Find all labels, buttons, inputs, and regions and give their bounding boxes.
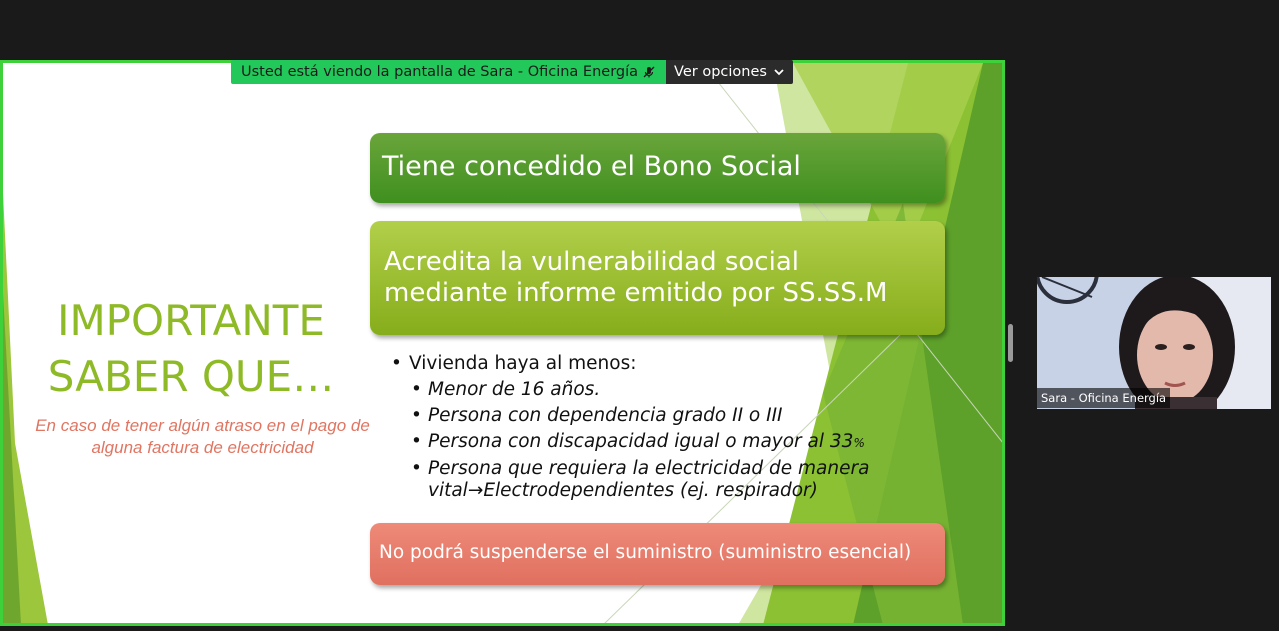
sub-bullet-item: • Menor de 16 años.	[391, 377, 951, 403]
shared-screen	[0, 60, 1005, 626]
sub-bullet-item: • Persona con dependencia grado II o III	[391, 403, 951, 429]
slide-heading-line2: SABER QUE…	[47, 352, 335, 401]
view-options-label: Ver opciones	[674, 64, 767, 80]
bono-social-text: Tiene concedido el Bono Social	[382, 151, 801, 182]
slide-heading	[41, 293, 341, 405]
household-bullet-list	[391, 351, 951, 502]
sub-bullet-item	[391, 429, 951, 456]
chevron-down-icon	[773, 66, 785, 78]
slide-heading-line1: IMPORTANTE	[57, 296, 325, 345]
bono-social-box	[370, 133, 945, 203]
sharing-indicator	[231, 60, 666, 84]
supply-text: No podrá suspenderse el suministro (suministro esencial)	[379, 542, 912, 563]
vulnerability-text: Acredita la vulnerabilidad social mediante informe emitido por SS.SS.M	[384, 247, 888, 308]
percent-sign: %	[853, 436, 865, 450]
supply-box	[370, 523, 945, 585]
bullet-main: • Vivienda haya al menos:	[391, 351, 951, 377]
mic-muted-icon	[642, 65, 656, 79]
sub-bullet-text: Persona con discapacidad igual o mayor al 33	[428, 431, 854, 452]
screen-share-banner	[231, 60, 793, 84]
sub-bullet-text: Persona que requiera la electricidad de manera vital	[428, 458, 870, 501]
vulnerability-box	[370, 221, 945, 335]
view-options-button[interactable]	[666, 60, 793, 84]
sub-bullet-item	[391, 458, 951, 502]
sub-bullet-list	[391, 377, 951, 502]
sub-bullet-text: Electrodependientes (ej. respirador)	[483, 480, 818, 501]
left-accent-shape-dark	[3, 293, 21, 625]
sharing-text: Usted está viendo la pantalla de Sara - Oficina Energía	[241, 64, 639, 80]
panel-resize-handle[interactable]	[1008, 324, 1013, 362]
slide-subtitle: En caso de tener algún atraso en el pago de alguna factura de electricidad	[35, 416, 370, 457]
participant-name: Sara - Oficina Energía	[1037, 388, 1170, 408]
arrow-icon: →	[467, 480, 484, 501]
